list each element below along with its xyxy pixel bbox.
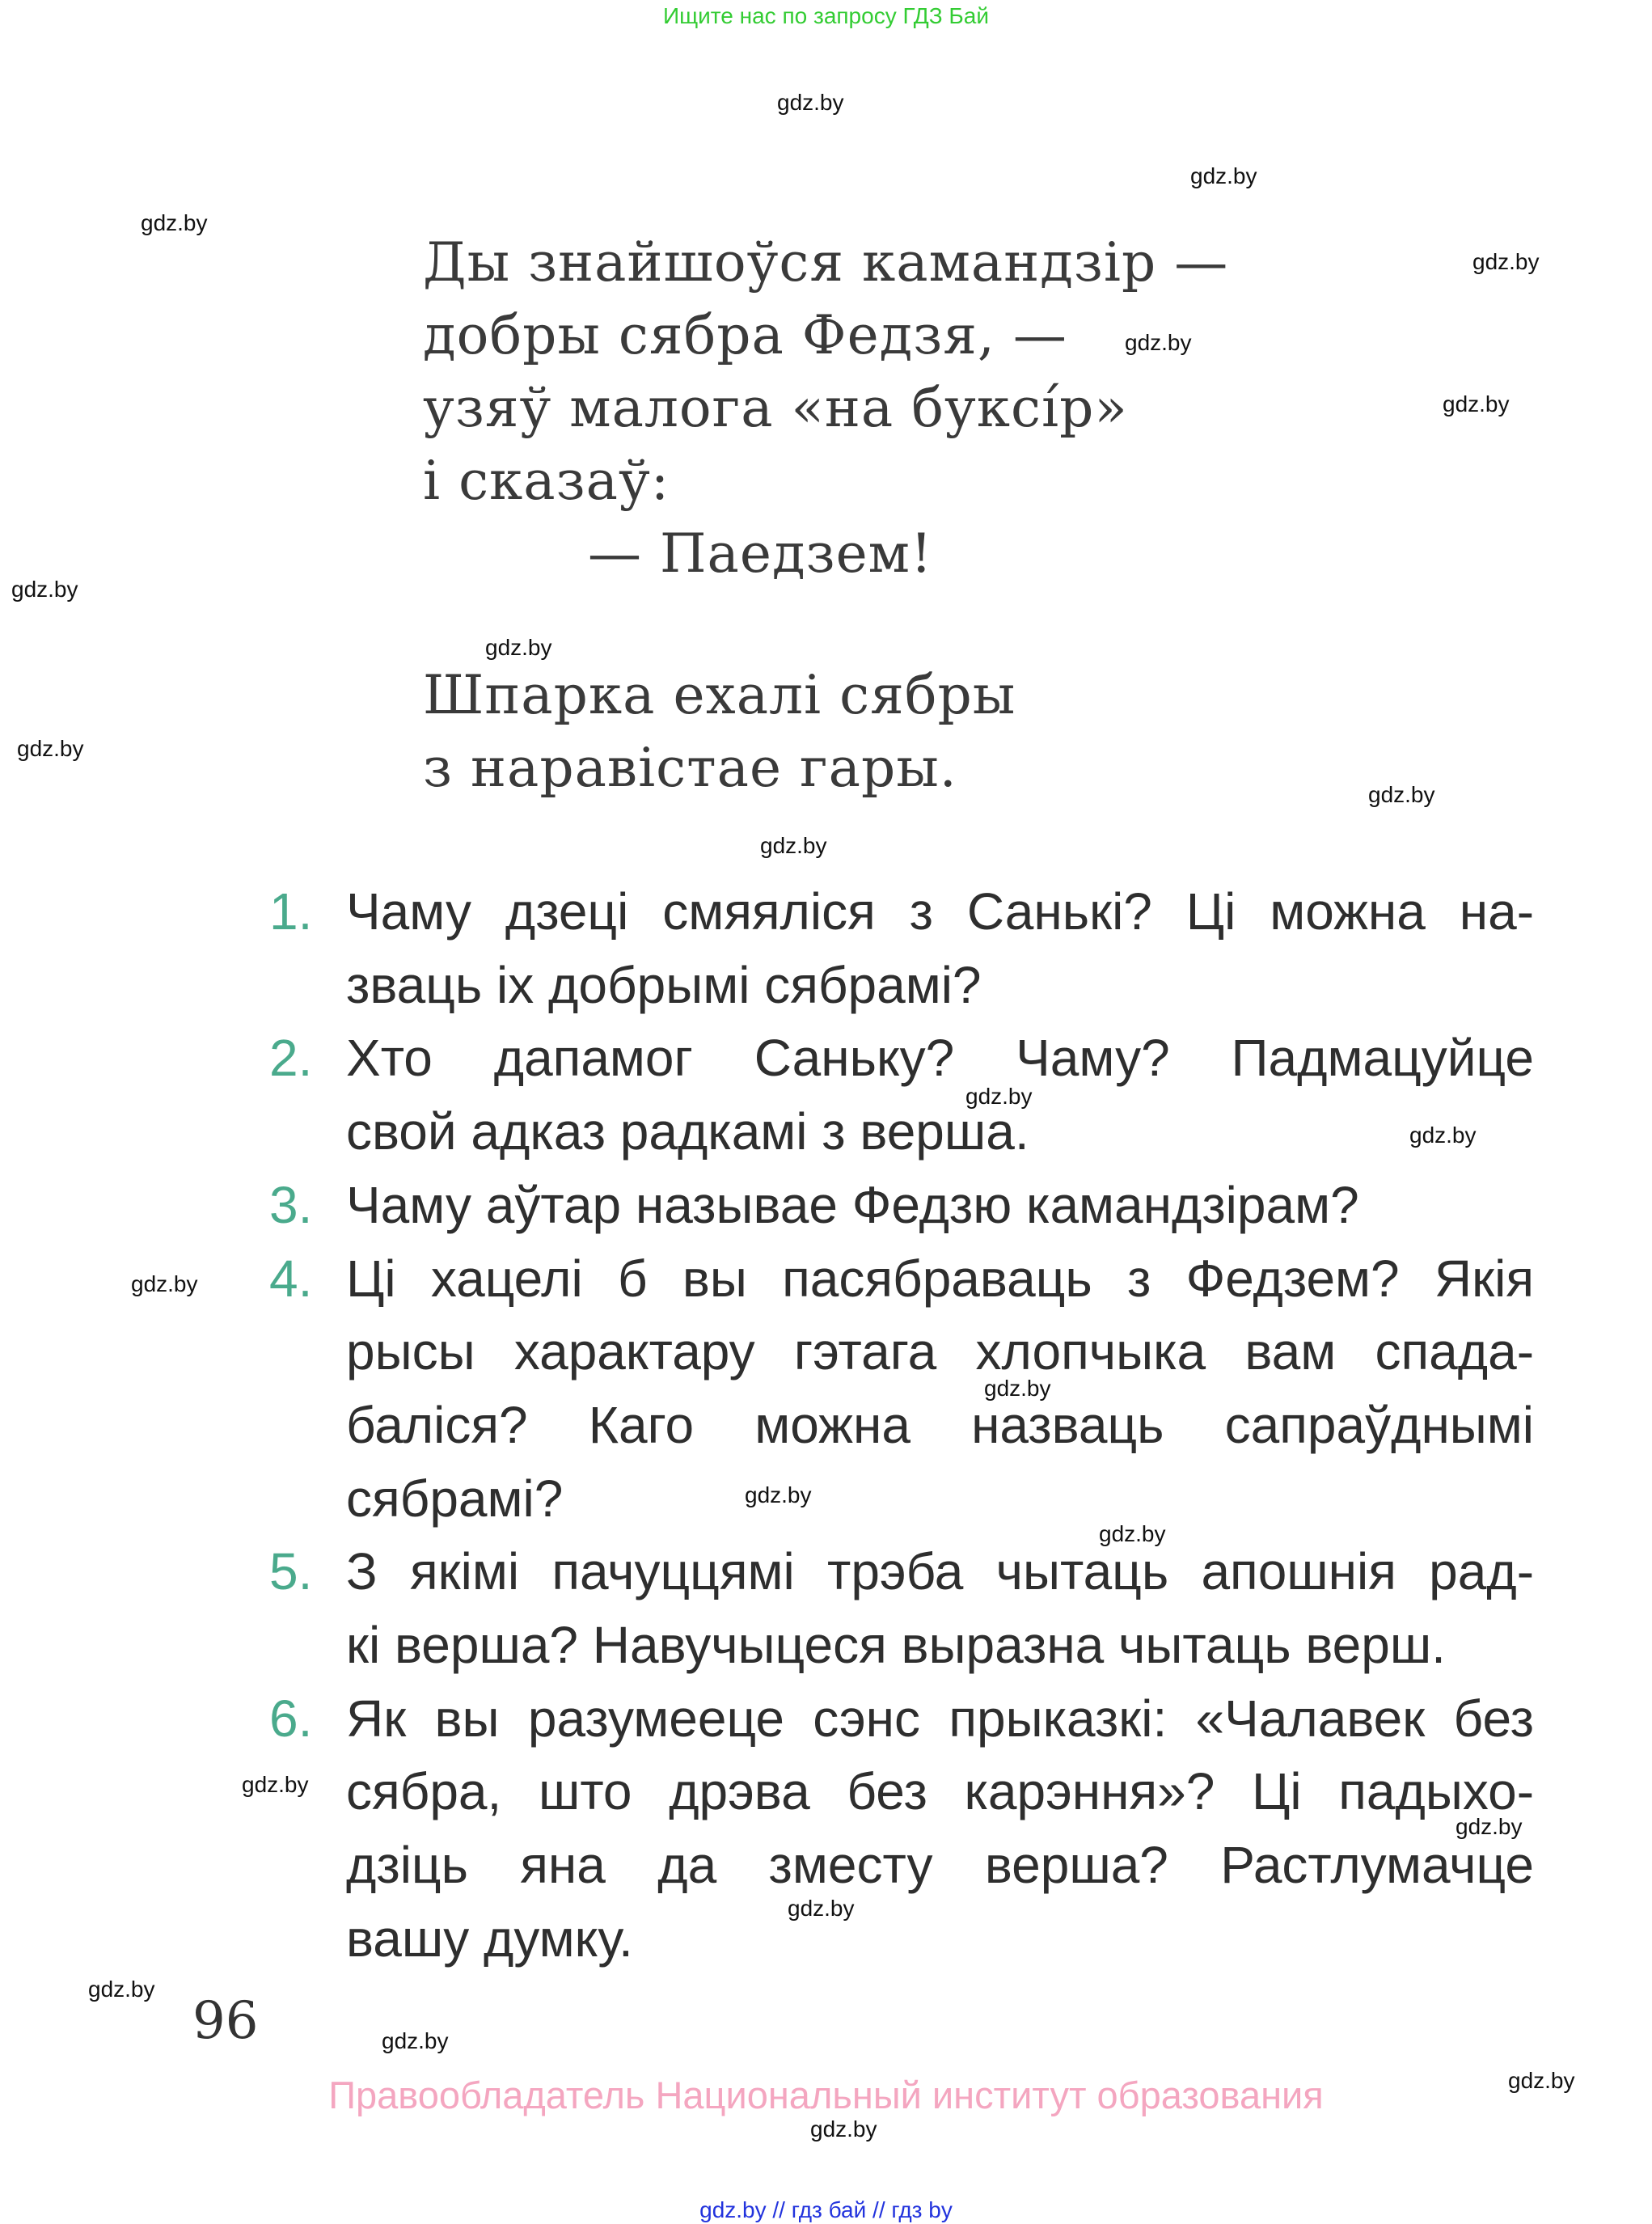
poem-line: добры сябра Федзя, — bbox=[423, 304, 1067, 366]
watermark: gdz.by bbox=[745, 1482, 812, 1507]
question-text-line: зваць іх добрымі сябрамі? bbox=[346, 955, 982, 1014]
watermark: gdz.by bbox=[141, 210, 208, 235]
watermark: gdz.by bbox=[1190, 163, 1257, 188]
copyright-notice: Правообладатель Национальный институт образования bbox=[328, 2074, 1324, 2116]
question-number: 6. bbox=[269, 1689, 313, 1748]
watermark: gdz.by bbox=[88, 1977, 155, 2002]
watermark: gdz.by bbox=[965, 1084, 1033, 1109]
question-number: 5. bbox=[269, 1542, 313, 1601]
watermark: gdz.by bbox=[984, 1376, 1051, 1401]
question-text-line: дзіць яна да зместу верша? Растлумачце bbox=[346, 1836, 1534, 1895]
poem-stanza-1 bbox=[423, 226, 1228, 590]
question-text-line: Чаму дзеці смяяліся з Санькі? Ці можна на- bbox=[346, 882, 1534, 941]
question-text-line: З якімі пачуццямі трэба чытаць апошнія рад- bbox=[346, 1542, 1534, 1601]
question-text-line: вашу думку. bbox=[346, 1909, 633, 1968]
question-text-line: сябра, што дрэва без карэння»? Ці падыхо- bbox=[346, 1762, 1534, 1821]
watermark: gdz.by bbox=[810, 2116, 877, 2142]
question-text-line: свой адказ радкамі з верша. bbox=[346, 1102, 1029, 1161]
watermark: gdz.by bbox=[11, 577, 78, 602]
watermark: gdz.by bbox=[1456, 1814, 1523, 1839]
watermark: gdz.by bbox=[1508, 2068, 1575, 2093]
question-text-line: баліся? Каго можна назваць сапраўднымі bbox=[346, 1395, 1534, 1454]
page-number: 96 bbox=[192, 1991, 259, 2051]
question-text-line: кі верша? Навучыцеся выразна чытаць верш. bbox=[346, 1616, 1446, 1674]
question-number: 1. bbox=[269, 882, 313, 941]
watermark: gdz.by bbox=[788, 1896, 855, 1921]
watermark: gdz.by bbox=[382, 2028, 449, 2053]
question-text-line: Хто дапамог Саньку? Чаму? Падмацуйце bbox=[346, 1029, 1534, 1088]
search-banner: Ищите нас по запросу ГДЗ Бай bbox=[662, 3, 990, 28]
footer-links[interactable]: gdz.by // гдз бай // гдз by bbox=[699, 2197, 953, 2222]
poem-stanza-2 bbox=[423, 659, 1016, 805]
watermark: gdz.by bbox=[1409, 1123, 1477, 1148]
watermark: gdz.by bbox=[17, 736, 84, 761]
watermark: gdz.by bbox=[131, 1271, 198, 1296]
poem-line: і сказаў: bbox=[423, 450, 670, 512]
question-number: 3. bbox=[269, 1175, 313, 1234]
question-text-line: Як вы разумееце сэнс прыказкі: «Чалавек без bbox=[346, 1689, 1534, 1748]
watermark: gdz.by bbox=[760, 833, 827, 858]
question-number: 4. bbox=[269, 1249, 313, 1308]
watermark: gdz.by bbox=[1368, 782, 1435, 807]
poem-line: — Паедзем! bbox=[588, 522, 933, 585]
question-number: 2. bbox=[269, 1029, 313, 1088]
watermark: gdz.by bbox=[1472, 249, 1540, 274]
poem-line: Ды знайшоўся камандзір — bbox=[423, 231, 1229, 294]
poem-line: Шпарка ехалі сябры bbox=[423, 664, 1016, 726]
question-text-line: Чаму аўтар называе Федзю камандзірам? bbox=[346, 1175, 1359, 1234]
question-text-line: рысы характару гэтага хлопчыка вам спада- bbox=[346, 1322, 1534, 1381]
question-text-line: сябрамі? bbox=[346, 1469, 564, 1528]
watermark: gdz.by bbox=[1125, 330, 1192, 355]
watermark: gdz.by bbox=[485, 635, 552, 660]
watermark: gdz.by bbox=[242, 1772, 309, 1797]
watermark: gdz.by bbox=[777, 90, 844, 115]
poem-line: з наравістае гары. bbox=[423, 737, 957, 799]
watermark: gdz.by bbox=[1099, 1521, 1166, 1546]
poem-line: узяў малога «на буксíр» bbox=[423, 377, 1128, 439]
watermark: gdz.by bbox=[1443, 391, 1510, 416]
question-text-line: Ці хацелі б вы пасябраваць з Федзем? Якія bbox=[346, 1249, 1534, 1308]
